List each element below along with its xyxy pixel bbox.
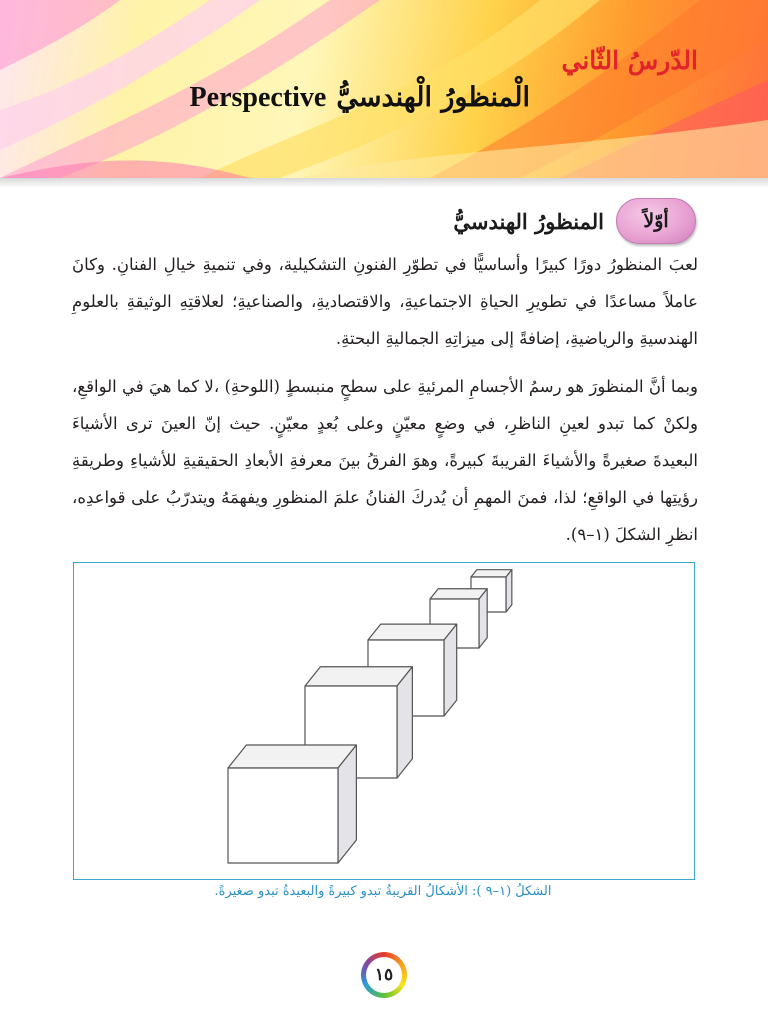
figure-frame [73,562,695,880]
perspective-cubes-figure [74,563,694,879]
paragraph-intro: لعبَ المنظورُ دورًا كبيرًا وأساسيًّا في تطوّرِ الفنونِ التشكيلية، وفي تنميةِ خيالِ الفنانِ. وكانَ عاملاً مساعدًا في تطويرِ الحياةِ الاجتماعيةِ، والاقتصاديةِ، والصناعيةِ؛ لعلاقتِهِ الوثيقةِ بالعلومِ الهندسيةِ والرياضيةِ، إضافةً إلى ميزاتِهِ الجماليةِ البحتةِ. [72,255,698,348]
section-badge: أوّلاً [616,198,696,244]
page-number-badge [361,952,407,998]
lesson-number: الدّرسُ الثّاني [561,46,698,75]
cube-5 [228,745,356,863]
section-heading [453,198,696,244]
paragraph-definition: وبما أنَّ المنظورَ هو رسمُ الأجسامِ المرئيةِ على سطحٍ منبسطٍ (اللوحةِ) ،لا كما هيَ في الواقعِ، ولكنْ كما تبدو لعينِ الناظرِ، في وضعٍ معيّنٍ وعلى بُعدٍ معيّنٍ. حيث إنّ العينَ ترى الأشياءَ البعيدةَ صغيرةً والأشياءَ القريبةَ كبيرةً، وهوَ الفرقُ بينَ معرفةِ الأبعادِ الحقيقيةِ للأشياءِ وطريقةِ رؤيتِها في الواقعِ؛ لذا، فمنَ المهمِ أن يُدركَ الفنانُ علمَ المنظورِ ويفهمَهُ ويتدرّبُ على قواعدِه، انظرِ الشكلَ (١–٩). [72,377,698,544]
page-number: ١٥ [366,957,402,993]
figure-caption: الشكلُ (١–٩ ): الأشكالُ القريبةُ تبدو كبيرةً والبعيدةُ تبدو صغيرةً. [214,884,552,899]
lesson-title [190,82,530,114]
section-title: المنظورُ الهندسيُّ [453,208,604,234]
banner-shadow [0,178,768,188]
lesson-title-arabic: الْمنظورُ الْهندسيُّ [336,82,530,113]
header-banner [0,0,768,178]
lesson-title-english: Perspective [189,82,327,113]
